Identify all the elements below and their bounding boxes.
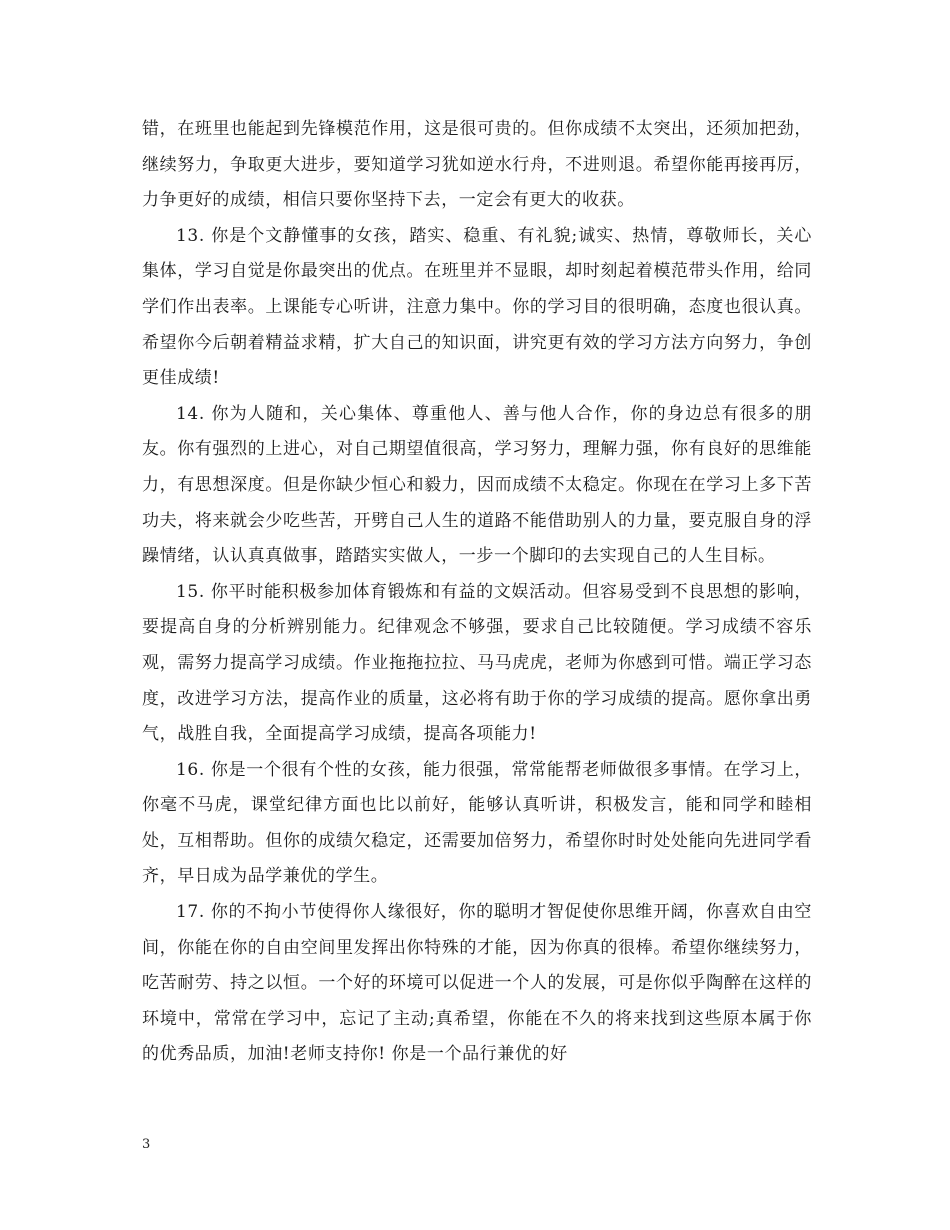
paragraph-item-15: 15. 你平时能积极参加体育锻炼和有益的文娱活动。但容易受到不良思想的影响，要提高自身的分析辨别能力。纪律观念不够强，要求自己比较随便。学习成绩不容乐观，需努力提高学习成绩。作业拖拖拉拉、马马虎虎，老师为你感到可惜。端正学习态度，改进学习方法，提高作业的质量，这必将有助于你的学习成绩的提高。愿你拿出勇气，战胜自我，全面提高学习成绩，提高各项能力! [142,581,812,745]
paragraph-item-17: 17. 你的不拘小节使得你人缘很好，你的聪明才智促使你思维开阔，你喜欢自由空间，你能在你的自由空间里发挥出你特殊的才能，因为你真的很棒。希望你继续努力，吃苦耐劳、持之以恒。一个好的环境可以促进一个人的发展，可是你似乎陶醉在这样的环境中，常常在学习中，忘记了主动;真希望，你能在不久的将来找到这些原本属于你的优秀品质，加油!老师支持你! 你是一个品行兼优的好 [142,902,812,1065]
paragraph-item-16: 16. 你是一个很有个性的女孩，能力很强，常常能帮老师做很多事情。在学习上，你毫不马虎，课堂纪律方面也比以前好，能够认真听讲，积极发言，能和同学和睦相处，互相帮助。但你的成绩欠稳定，还需要加倍努力，希望你时时处处能向先进同学看齐，早日成为品学兼优的学生。 [142,759,812,887]
paragraph-item-14: 14. 你为人随和，关心集体、尊重他人、善与他人合作，你的身边总有很多的朋友。你有强烈的上进心，对自己期望值很高，学习努力，理解力强，你有良好的思维能力，有思想深度。但是你缺少恒心和毅力，因而成绩不太稳定。你现在在学习上多下苦功夫，将来就会少吃些苦，开劈自己人生的道路不能借助别人的力量，要克服自身的浮躁情绪，认认真真做事，踏踏实实做人，一步一个脚印的去实现自己的人生目标。 [142,403,812,567]
document-body [142,112,812,1073]
paragraph-continuation: 错，在班里也能起到先锋模范作用，这是很可贵的。但你成绩不太突出，还须加把劲，继续努力，争取更大进步，要知道学习犹如逆水行舟，不进则退。希望你能再接再厉，力争更好的成绩，相信只要你坚持下去，一定会有更大的收获。 [142,119,812,211]
page-number: 3 [142,1137,151,1152]
paragraph-item-13: 13. 你是个文静懂事的女孩，踏实、稳重、有礼貌;诚实、热情，尊敬师长，关心集体，学习自觉是你最突出的优点。在班里并不显眼，却时刻起着模范带头作用，给同学们作出表率。上课能专心听讲，注意力集中。你的学习目的很明确，态度也很认真。希望你今后朝着精益求精，扩大自己的知识面，讲究更有效的学习方法方向努力，争创更佳成绩! [142,225,812,389]
